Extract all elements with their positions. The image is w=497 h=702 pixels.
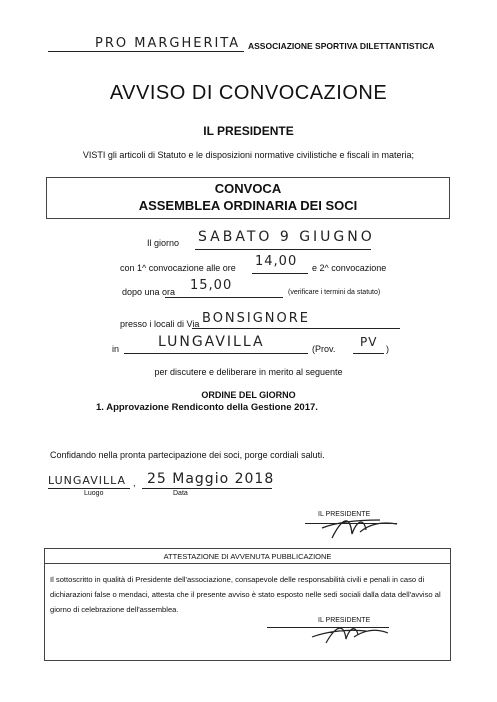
attestation-title: ATTESTAZIONE DI AVVENUTA PUBBLICAZIONE bbox=[163, 552, 332, 561]
province-underline bbox=[353, 353, 384, 354]
closing-text: Confidando nella pronta partecipazione dei soci, porge cordiali saluti. bbox=[50, 450, 325, 460]
second-call-underline bbox=[165, 297, 283, 298]
agenda-heading: ORDINE DEL GIORNO bbox=[201, 390, 296, 400]
visti-text: VISTI gli articoli di Statuto e le disposizioni normative civilistiche e fiscali in materia; bbox=[82, 150, 415, 160]
discutere-text: per discutere e deliberare in merito al seguente bbox=[154, 367, 343, 377]
statute-note: (verificare i termini da statuto) bbox=[288, 289, 381, 296]
association-name-handwritten: PRO MARGHERITA bbox=[95, 36, 241, 51]
date-underline bbox=[142, 488, 272, 489]
town-label: in bbox=[112, 344, 120, 354]
convoca-title: CONVOCA bbox=[214, 181, 282, 196]
province-label: (Prov. bbox=[312, 344, 336, 354]
via-field[interactable]: BONSIGNORE bbox=[202, 311, 311, 326]
town-field[interactable]: LUNGAVILLA bbox=[158, 334, 265, 350]
province-close-paren: ) bbox=[386, 344, 389, 354]
page-title: AVVISO DI CONVOCAZIONE bbox=[109, 82, 388, 104]
giorno-field[interactable]: SABATO 9 GIUGNO bbox=[198, 229, 375, 245]
giorno-label: Il giorno bbox=[147, 238, 180, 248]
via-label: presso i locali di Via bbox=[120, 319, 200, 329]
town-underline bbox=[124, 353, 308, 354]
convoca-box bbox=[46, 177, 450, 219]
agenda-item: 1. Approvazione Rendiconto della Gestione 2017. bbox=[96, 402, 318, 413]
attestation-box bbox=[44, 548, 451, 661]
date-caption: Data bbox=[173, 490, 188, 497]
place-date-separator: , bbox=[133, 478, 136, 488]
dopo-label: dopo una ora bbox=[122, 287, 176, 297]
attestation-signature-label: IL PRESIDENTE bbox=[318, 617, 371, 624]
association-type: ASSOCIAZIONE SPORTIVA DILETTANTISTICA bbox=[248, 41, 435, 51]
first-call-time-field[interactable]: 14,00 bbox=[255, 254, 298, 269]
president-signature-label: IL PRESIDENTE bbox=[318, 511, 371, 518]
place-caption: Luogo bbox=[84, 490, 104, 497]
attestation-signature-icon bbox=[300, 615, 400, 645]
convoca-subtitle: ASSEMBLEA ORDINARIA DEI SOCI bbox=[138, 198, 358, 213]
giorno-underline bbox=[195, 249, 371, 250]
via-underline bbox=[192, 328, 400, 329]
association-name-line bbox=[48, 51, 244, 52]
president-heading: IL PRESIDENTE bbox=[203, 124, 294, 138]
date-field[interactable]: 25 Maggio 2018 bbox=[147, 471, 275, 487]
province-field[interactable]: PV bbox=[360, 335, 378, 349]
first-call-underline bbox=[252, 273, 308, 274]
attestation-body: Il sottoscritto in qualità di Presidente dell'associazione, consapevole delle responsabilità civili e penali in caso di dichiarazioni false o mendaci, attesta che il presente avviso è stato esposto nelle sedi sociali dalla data dell'avviso al giorno di celebrazione dell'assemblea. bbox=[50, 575, 441, 614]
place-field[interactable]: LUNGAVILLA bbox=[48, 474, 127, 487]
second-call-time-field[interactable]: 15,00 bbox=[190, 278, 233, 293]
attestation-divider bbox=[45, 563, 450, 564]
second-call-label: e 2^ convocazione bbox=[312, 263, 387, 273]
place-underline bbox=[48, 488, 130, 489]
first-call-label: con 1^ convocazione alle ore bbox=[120, 263, 236, 273]
president-signature-icon bbox=[302, 508, 412, 542]
